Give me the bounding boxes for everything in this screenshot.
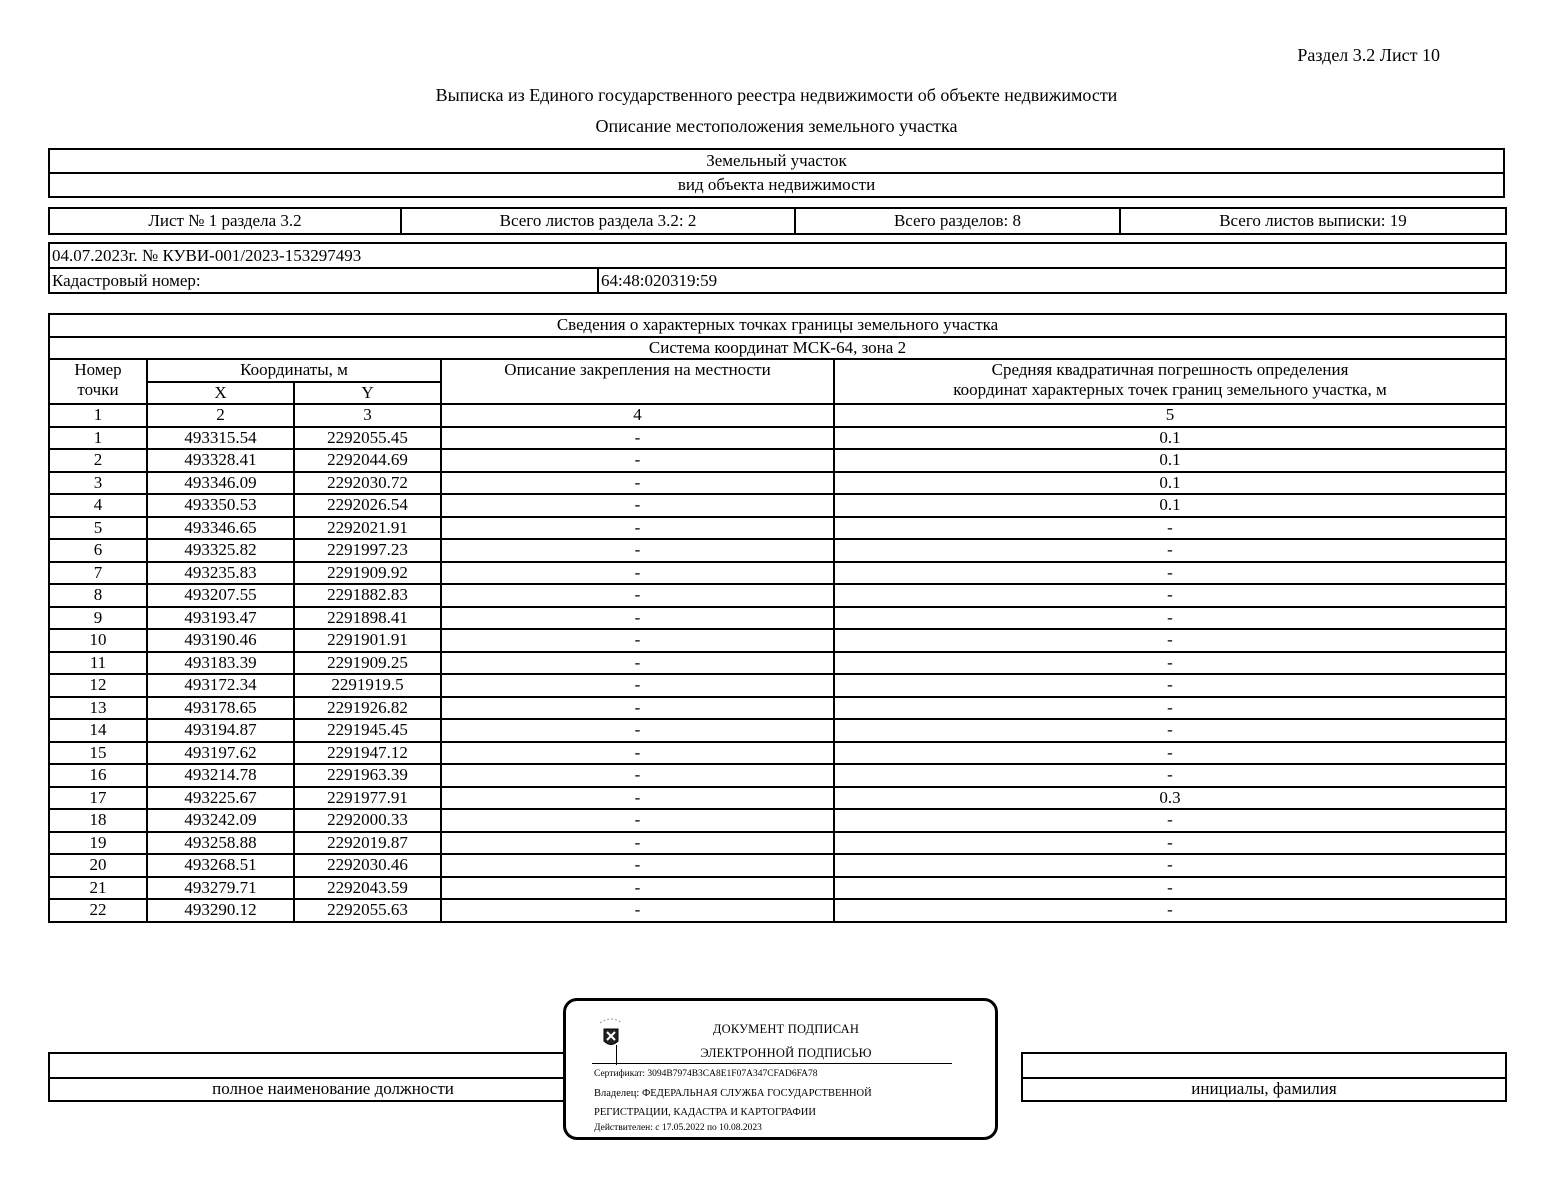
point-number: 14: [49, 719, 147, 742]
point-number: 8: [49, 584, 147, 607]
table-row: [49, 584, 1506, 607]
point-number: 22: [49, 899, 147, 922]
stamp-line2: ЭЛЕКТРОННОЙ ПОДПИСЬЮ: [700, 1046, 872, 1060]
sheet-number: Лист № 1 раздела 3.2: [49, 208, 401, 234]
position-label: полное наименование должности: [49, 1078, 617, 1101]
table-row: [49, 674, 1506, 697]
fixing-description: -: [441, 472, 834, 495]
stamp-owner-line1: Владелец: ФЕДЕРАЛЬНАЯ СЛУЖБА ГОСУДАРСТВЕННОЙ: [594, 1088, 872, 1099]
point-number: 20: [49, 854, 147, 877]
point-number: 13: [49, 697, 147, 720]
header-error: [834, 359, 1506, 404]
coord-x: 493194.87: [147, 719, 294, 742]
stamp-validity: Действителен: с 17.05.2022 по 10.08.2023: [594, 1123, 762, 1133]
position-error: -: [834, 629, 1506, 652]
coord-x: 493315.54: [147, 427, 294, 450]
stamp-tick: [616, 1045, 617, 1065]
header-error-line2: координат характерных точек границ земельного участка, м: [953, 380, 1387, 399]
fixing-description: -: [441, 427, 834, 450]
coord-system: Система координат МСК-64, зона 2: [49, 337, 1506, 360]
coord-y: 2291997.23: [294, 539, 441, 562]
coord-y: 2292021.91: [294, 517, 441, 540]
coord-x: 493346.65: [147, 517, 294, 540]
position-error: -: [834, 674, 1506, 697]
coord-x: 493197.62: [147, 742, 294, 765]
coord-x: 493328.41: [147, 449, 294, 472]
coord-x: 493346.09: [147, 472, 294, 495]
position-cell: [49, 1053, 617, 1078]
table-row: [49, 427, 1506, 450]
coord-x: 493279.71: [147, 877, 294, 900]
boundary-points-table: [48, 313, 1507, 923]
table-row: [49, 472, 1506, 495]
coord-x: 493183.39: [147, 652, 294, 675]
extract-date-number: 04.07.2023г. № КУВИ-001/2023-153297493: [49, 243, 1506, 268]
position-error: -: [834, 517, 1506, 540]
coord-x: 493178.65: [147, 697, 294, 720]
fixing-description: -: [441, 832, 834, 855]
table-row: [49, 742, 1506, 765]
point-number: 10: [49, 629, 147, 652]
col-number-4: 4: [441, 404, 834, 427]
fixing-description: -: [441, 674, 834, 697]
coord-x: 493207.55: [147, 584, 294, 607]
section-sheet-label: Раздел 3.2 Лист 10: [1297, 45, 1440, 65]
table-row: [49, 877, 1506, 900]
coord-x: 493290.12: [147, 899, 294, 922]
coord-x: 493193.47: [147, 607, 294, 630]
col-number-2: 2: [147, 404, 294, 427]
coord-y: 2292043.59: [294, 877, 441, 900]
position-error: 0.1: [834, 472, 1506, 495]
header-x: X: [147, 382, 294, 405]
position-error: -: [834, 652, 1506, 675]
point-number: 2: [49, 449, 147, 472]
coord-y: 2292044.69: [294, 449, 441, 472]
point-number: 9: [49, 607, 147, 630]
coord-x: 493258.88: [147, 832, 294, 855]
e-signature-stamp: [563, 998, 998, 1140]
coord-y: 2291977.91: [294, 787, 441, 810]
coord-x: 493214.78: [147, 764, 294, 787]
total-sheets-section: Всего листов раздела 3.2: 2: [401, 208, 795, 234]
table-row: [49, 652, 1506, 675]
fixing-description: -: [441, 449, 834, 472]
position-error: -: [834, 764, 1506, 787]
coord-y: 2291882.83: [294, 584, 441, 607]
point-number: 4: [49, 494, 147, 517]
table-row: [49, 697, 1506, 720]
table-row: [49, 517, 1506, 540]
fixing-description: -: [441, 877, 834, 900]
position-error: -: [834, 697, 1506, 720]
fixing-description: -: [441, 899, 834, 922]
cadastral-number: 64:48:020319:59: [598, 268, 1506, 293]
coord-x: 493350.53: [147, 494, 294, 517]
position-error: 0.3: [834, 787, 1506, 810]
emblem-icon: [596, 1017, 626, 1051]
point-number: 7: [49, 562, 147, 585]
points-table-title: Сведения о характерных точках границы земельного участка: [49, 314, 1506, 337]
position-error: -: [834, 584, 1506, 607]
coord-y: 2292026.54: [294, 494, 441, 517]
header-point-number-line1: Номер: [74, 360, 122, 379]
point-number: 3: [49, 472, 147, 495]
sheets-info-table: [48, 207, 1507, 235]
table-row: [49, 562, 1506, 585]
col-number-5: 5: [834, 404, 1506, 427]
point-number: 16: [49, 764, 147, 787]
point-number: 1: [49, 427, 147, 450]
header-point-number: [49, 359, 147, 404]
coord-x: 493268.51: [147, 854, 294, 877]
coord-y: 2291926.82: [294, 697, 441, 720]
coord-y: 2292030.46: [294, 854, 441, 877]
fixing-description: -: [441, 629, 834, 652]
coord-y: 2292055.45: [294, 427, 441, 450]
fixing-description: -: [441, 584, 834, 607]
fixing-description: -: [441, 809, 834, 832]
table-row: [49, 809, 1506, 832]
fixing-description: -: [441, 607, 834, 630]
point-number: 19: [49, 832, 147, 855]
object-name: Земельный участок: [49, 149, 1504, 173]
header-point-number-line2: точки: [77, 380, 119, 399]
col-number-3: 3: [294, 404, 441, 427]
table-row: [49, 787, 1506, 810]
extract-info-table: [48, 242, 1507, 294]
fixing-description: -: [441, 697, 834, 720]
fixing-description: -: [441, 742, 834, 765]
col-number-1: 1: [49, 404, 147, 427]
coord-x: 493225.67: [147, 787, 294, 810]
total-sheets-extract: Всего листов выписки: 19: [1120, 208, 1506, 234]
fixing-description: -: [441, 719, 834, 742]
header-y: Y: [294, 382, 441, 405]
position-error: 0.1: [834, 494, 1506, 517]
coord-x: 493325.82: [147, 539, 294, 562]
table-row: [49, 764, 1506, 787]
table-row: [49, 449, 1506, 472]
coord-y: 2291909.92: [294, 562, 441, 585]
table-row: [49, 719, 1506, 742]
point-number: 15: [49, 742, 147, 765]
header-coordinates: Координаты, м: [147, 359, 441, 382]
coord-y: 2292019.87: [294, 832, 441, 855]
table-row: [49, 607, 1506, 630]
name-label: инициалы, фамилия: [1022, 1078, 1506, 1101]
table-row: [49, 494, 1506, 517]
position-error: 0.1: [834, 427, 1506, 450]
stamp-line1: ДОКУМЕНТ ПОДПИСАН: [712, 1022, 860, 1036]
coord-x: 493172.34: [147, 674, 294, 697]
point-number: 12: [49, 674, 147, 697]
position-error: -: [834, 809, 1506, 832]
object-kind-label: вид объекта недвижимости: [49, 173, 1504, 197]
stamp-divider: [592, 1063, 952, 1064]
position-error: -: [834, 539, 1506, 562]
coord-y: 2291945.45: [294, 719, 441, 742]
table-row: [49, 899, 1506, 922]
document-title: Выписка из Единого государственного реестра недвижимости об объекте недвижимости: [435, 85, 1118, 105]
coord-y: 2291901.91: [294, 629, 441, 652]
fixing-description: -: [441, 517, 834, 540]
fixing-description: -: [441, 854, 834, 877]
coord-y: 2291919.5: [294, 674, 441, 697]
coord-y: 2292030.72: [294, 472, 441, 495]
fixing-description: -: [441, 652, 834, 675]
coord-y: 2291963.39: [294, 764, 441, 787]
stamp-owner-line2: РЕГИСТРАЦИИ, КАДАСТРА И КАРТОГРАФИИ: [594, 1107, 816, 1118]
coord-y: 2291898.41: [294, 607, 441, 630]
position-error: -: [834, 832, 1506, 855]
position-error: -: [834, 877, 1506, 900]
header-error-line1: Средняя квадратичная погрешность определения: [991, 360, 1349, 379]
fixing-description: -: [441, 539, 834, 562]
point-number: 17: [49, 787, 147, 810]
table-row: [49, 539, 1506, 562]
cadastral-label: Кадастровый номер:: [49, 268, 598, 293]
position-error: -: [834, 562, 1506, 585]
position-error: 0.1: [834, 449, 1506, 472]
fixing-description: -: [441, 787, 834, 810]
table-row: [49, 629, 1506, 652]
fixing-description: -: [441, 562, 834, 585]
table-row: [49, 832, 1506, 855]
position-error: -: [834, 719, 1506, 742]
position-error: -: [834, 742, 1506, 765]
fixing-description: -: [441, 764, 834, 787]
point-number: 21: [49, 877, 147, 900]
position-error: -: [834, 899, 1506, 922]
position-error: -: [834, 854, 1506, 877]
document-subtitle: Описание местоположения земельного участка: [595, 116, 958, 136]
coord-x: 493242.09: [147, 809, 294, 832]
header-description: Описание закрепления на местности: [441, 359, 834, 404]
coord-x: 493190.46: [147, 629, 294, 652]
object-type-table: [48, 148, 1505, 198]
coord-y: 2292000.33: [294, 809, 441, 832]
coord-y: 2291947.12: [294, 742, 441, 765]
point-number: 6: [49, 539, 147, 562]
coord-y: 2292055.63: [294, 899, 441, 922]
total-sections: Всего разделов: 8: [795, 208, 1120, 234]
point-number: 5: [49, 517, 147, 540]
position-error: -: [834, 607, 1506, 630]
stamp-certificate: Сертификат: 3094B7974B3CA8E1F07A347CFAD6FA78: [594, 1069, 818, 1079]
fixing-description: -: [441, 494, 834, 517]
coord-x: 493235.83: [147, 562, 294, 585]
point-number: 11: [49, 652, 147, 675]
name-cell: [1022, 1053, 1506, 1078]
coord-y: 2291909.25: [294, 652, 441, 675]
table-row: [49, 854, 1506, 877]
point-number: 18: [49, 809, 147, 832]
